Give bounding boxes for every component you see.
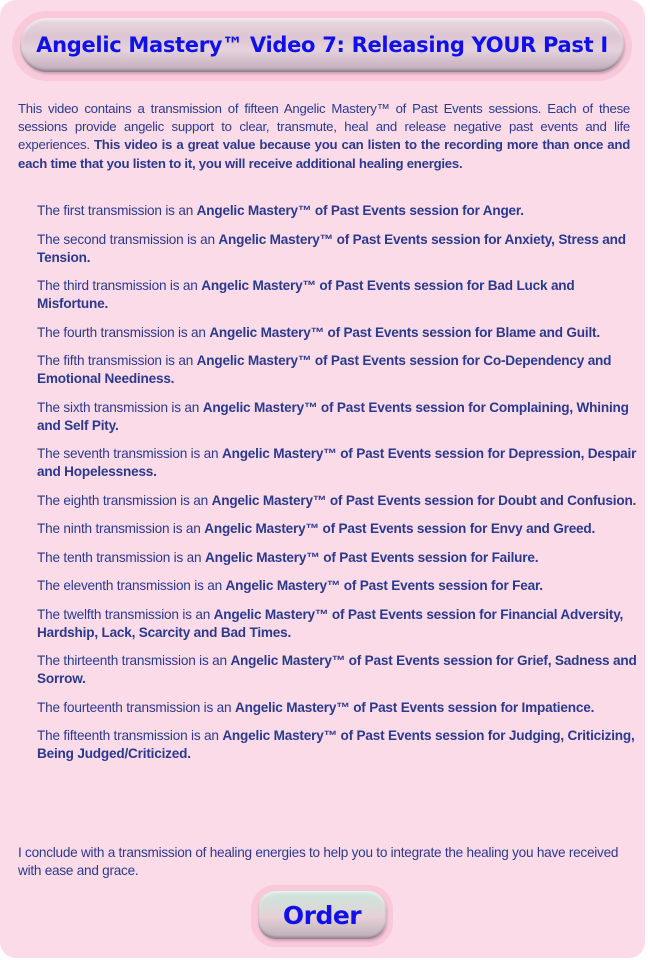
title-banner	[12, 11, 632, 81]
transmission-session-text: Angelic Mastery™ of Past Events session for Bad Luck and Misfortune.	[37, 278, 575, 311]
transmission-item	[37, 231, 637, 267]
transmission-ordinal-text: The thirteenth transmission is an	[37, 653, 231, 668]
transmission-item	[37, 549, 637, 567]
transmission-ordinal-text: The fourth transmission is an	[37, 324, 210, 340]
transmission-item	[37, 577, 637, 595]
transmission-session-text: Angelic Mastery™ of Past Events session for Anxiety, Stress and Tension.	[37, 231, 626, 265]
transmission-ordinal-text: The seventh transmission is an	[37, 446, 222, 461]
transmission-item	[37, 492, 637, 510]
transmission-ordinal-text: The ninth transmission is an	[37, 521, 205, 536]
intro-bold-text: This video is a great value because you can listen to the recording more than once and each time that you listen to it, you will receive additional healing energies.	[18, 137, 631, 171]
transmission-item	[37, 324, 637, 342]
transmission-item	[37, 699, 637, 717]
transmission-session-text: Angelic Mastery™ of Past Events session for Impatience.	[234, 699, 595, 715]
transmission-session-text: Angelic Mastery™ of Past Events session for Blame and Guilt.	[209, 324, 600, 340]
order-button-frame	[251, 885, 393, 947]
transmission-ordinal-text: The first transmission is an	[37, 203, 197, 218]
page-title: Angelic Mastery™ Video 7: Releasing YOUR Past I	[36, 33, 608, 57]
transmission-item	[37, 520, 637, 538]
order-button-label: Order	[282, 900, 362, 930]
intro-text: This video contains a transmission of fifteen Angelic Mastery™ of Past Events sessions. Each of these sessions provide angelic support to clear, transmute, heal and release negative past events and life experiences.	[18, 101, 630, 153]
transmission-ordinal-text: The twelfth transmission is an	[37, 606, 214, 622]
transmission-item	[37, 445, 637, 481]
transmission-session-text: Angelic Mastery™ of Past Events session for Depression, Despair and Hopelessness.	[37, 446, 637, 479]
intro-paragraph	[18, 100, 630, 173]
transmission-ordinal-text: The fifth transmission is an	[37, 353, 197, 368]
order-button[interactable]	[258, 891, 386, 939]
title-bar	[20, 18, 624, 72]
transmission-session-text: Angelic Mastery™ of Past Events session for Failure.	[204, 549, 539, 565]
transmission-ordinal-text: The fifteenth transmission is an	[37, 728, 223, 743]
transmission-ordinal-text: The eighth transmission is an	[37, 492, 212, 508]
transmission-list	[37, 202, 637, 774]
transmission-ordinal-text: The fourteenth transmission is an	[37, 699, 235, 715]
transmission-session-text: Angelic Mastery™ of Past Events session for Grief, Sadness and Sorrow.	[37, 653, 637, 686]
transmission-session-text: Angelic Mastery™ of Past Events session for Co-Dependency and Emotional Neediness.	[37, 353, 612, 386]
transmission-item	[37, 399, 637, 435]
transmission-session-text: Angelic Mastery™ of Past Events session for Complaining, Whining and Self Pity.	[37, 399, 629, 433]
transmission-session-text: Angelic Mastery™ of Past Events session for Fear.	[225, 578, 543, 593]
transmission-session-text: Angelic Mastery™ of Past Events session for Doubt and Confusion.	[211, 492, 637, 508]
transmission-session-text: Angelic Mastery™ of Past Events session for Envy and Greed.	[204, 521, 596, 536]
transmission-session-text: Angelic Mastery™ of Past Events session for Judging, Criticizing, Being Judged/Criticized.	[37, 728, 635, 761]
conclusion-paragraph: I conclude with a transmission of healing energies to help you to integrate the healing you have received with ease and grace.	[18, 845, 619, 878]
transmission-item	[37, 277, 637, 313]
transmission-item	[37, 202, 637, 220]
transmission-item	[37, 352, 637, 388]
transmission-ordinal-text: The sixth transmission is an	[37, 399, 203, 415]
transmission-ordinal-text: The third transmission is an	[37, 278, 202, 293]
transmission-item	[37, 727, 637, 763]
transmission-session-text: Angelic Mastery™ of Past Events session for Anger.	[196, 203, 524, 218]
transmission-session-text: Angelic Mastery™ of Past Events session for Financial Adversity, Hardship, Lack, Scarcity and Bad Times.	[37, 606, 624, 640]
transmission-ordinal-text: The eleventh transmission is an	[37, 578, 226, 593]
transmission-ordinal-text: The second transmission is an	[37, 231, 219, 247]
transmission-item	[37, 652, 637, 688]
transmission-ordinal-text: The tenth transmission is an	[37, 549, 205, 565]
transmission-item	[37, 606, 637, 642]
